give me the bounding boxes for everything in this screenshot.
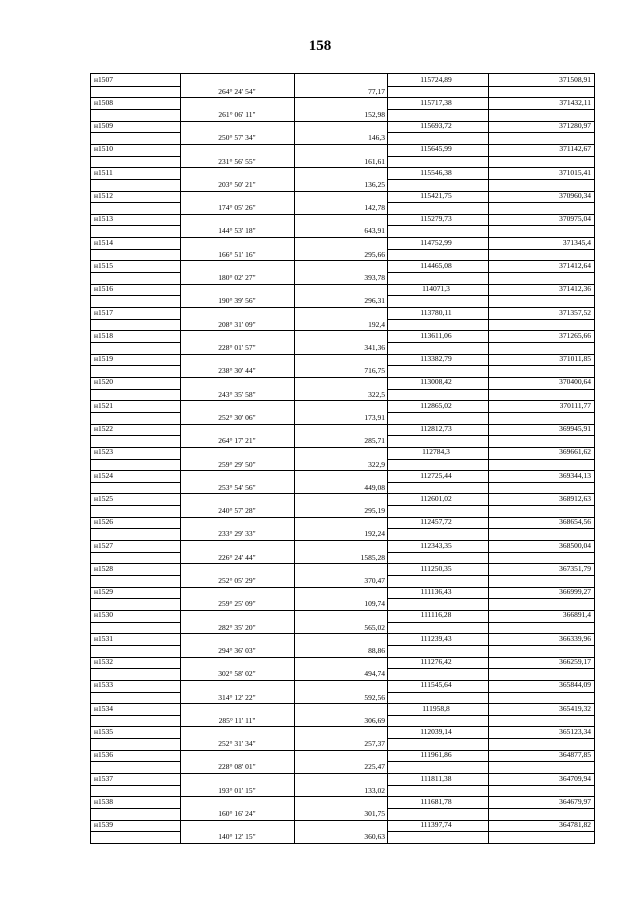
row-divider (91, 237, 594, 238)
direction-angle: 208° 31' 09" (218, 319, 256, 329)
segment-length: 285,71 (364, 436, 385, 446)
row-divider (387, 482, 594, 483)
row-divider (387, 272, 594, 273)
row-divider (91, 493, 594, 494)
row-divider (91, 249, 180, 250)
row-divider (91, 470, 594, 471)
coord-y: 364781,82 (559, 820, 591, 830)
page-number: 158 (308, 38, 332, 54)
coord-y: 365844,09 (559, 680, 591, 690)
row-divider (91, 680, 594, 681)
coord-y: 369661,62 (559, 447, 591, 457)
point-id: н1532 (94, 657, 114, 667)
point-id: н1509 (94, 121, 114, 131)
coord-y: 371357,52 (559, 307, 591, 317)
direction-angle: 253° 54' 56" (218, 482, 256, 492)
row-divider (387, 831, 594, 832)
coord-y: 368912,63 (559, 493, 591, 503)
segment-length: 152,98 (364, 109, 385, 119)
row-divider (91, 622, 180, 623)
row-divider (387, 738, 594, 739)
direction-angle: 238° 30' 44" (218, 366, 256, 376)
direction-angle: 294° 36' 03" (218, 645, 256, 655)
direction-angle: 282° 35' 20" (218, 622, 256, 632)
point-id: н1535 (94, 726, 114, 736)
row-divider (91, 109, 180, 110)
row-divider (387, 249, 594, 250)
row-divider (91, 191, 594, 192)
direction-angle: 314° 12' 22" (218, 692, 256, 702)
row-divider (91, 633, 594, 634)
segment-length: 192,24 (364, 529, 385, 539)
point-id: н1530 (94, 610, 114, 620)
coord-y: 371265,66 (559, 330, 591, 340)
row-divider (387, 622, 594, 623)
row-divider (91, 424, 594, 425)
row-divider (91, 505, 180, 506)
row-divider (91, 307, 594, 308)
row-divider (91, 796, 594, 797)
coord-x: 114071,3 (422, 284, 450, 294)
segment-length: 296,31 (364, 296, 385, 306)
coord-y: 366339,96 (559, 633, 591, 643)
row-divider (387, 645, 594, 646)
segment-length: 142,78 (364, 203, 385, 213)
point-id: н1527 (94, 540, 114, 550)
coord-y: 370400,64 (559, 377, 591, 387)
point-id: н1518 (94, 330, 114, 340)
coord-x: 112812,73 (420, 424, 452, 434)
coord-y: 367351,79 (559, 563, 591, 573)
row-divider (387, 389, 594, 390)
row-divider (91, 598, 180, 599)
point-id: н1516 (94, 284, 114, 294)
coord-y: 364877,85 (559, 750, 591, 760)
row-divider (387, 179, 594, 180)
coord-x: 114465,08 (420, 260, 452, 270)
segment-length: 173,91 (364, 412, 385, 422)
direction-angle: 203° 50' 21" (218, 179, 256, 189)
point-id: н1507 (94, 74, 114, 84)
row-divider (91, 295, 180, 296)
coord-y: 371432,11 (559, 97, 591, 107)
point-id: н1515 (94, 260, 114, 270)
segment-length: 592,56 (364, 692, 385, 702)
direction-angle: 252° 31' 34" (218, 739, 256, 749)
row-divider (387, 715, 594, 716)
direction-angle: 252° 30' 06" (218, 412, 256, 422)
segment-length: 370,47 (364, 576, 385, 585)
row-divider (91, 412, 180, 413)
coord-x: 111545,64 (420, 680, 452, 690)
coord-y: 371015,41 (559, 167, 591, 177)
row-divider (387, 459, 594, 460)
coord-y: 371508,91 (559, 74, 591, 84)
row-divider (91, 715, 180, 716)
direction-angle: 243° 35' 58" (218, 389, 256, 399)
segment-length: 161,61 (364, 156, 385, 166)
row-divider (387, 668, 594, 669)
direction-angle: 252° 05' 29" (218, 576, 256, 585)
direction-angle: 240° 57' 28" (218, 506, 256, 516)
row-divider (387, 202, 594, 203)
row-divider (387, 412, 594, 413)
direction-angle: 160° 16' 24" (218, 809, 256, 819)
coord-y: 364679,97 (559, 796, 591, 806)
row-divider (91, 260, 594, 261)
row-divider (91, 540, 594, 541)
row-divider (91, 132, 180, 133)
point-id: н1526 (94, 517, 114, 527)
row-divider (387, 109, 594, 110)
row-divider (91, 319, 180, 320)
row-divider (387, 435, 594, 436)
coord-y: 366999,27 (559, 587, 591, 597)
coord-x: 113008,42 (420, 377, 452, 387)
point-id: н1529 (94, 587, 114, 597)
coord-x: 111250,35 (420, 563, 452, 573)
row-divider (91, 330, 594, 331)
row-divider (91, 225, 180, 226)
point-id: н1513 (94, 214, 114, 224)
coord-x: 115724,89 (420, 74, 452, 84)
row-divider (91, 389, 180, 390)
coord-x: 112601,02 (420, 493, 452, 503)
point-id: н1522 (94, 424, 114, 434)
segment-length: 77,17 (368, 86, 385, 96)
row-divider (91, 668, 180, 669)
coord-y: 369945,91 (559, 424, 591, 434)
coord-x: 111397,74 (420, 820, 452, 830)
coord-x: 111958,8 (422, 703, 450, 713)
row-divider (91, 156, 180, 157)
segment-length: 109,74 (364, 599, 385, 609)
row-divider (91, 121, 594, 122)
coord-x: 111239,43 (420, 633, 452, 643)
coord-x: 114752,99 (420, 237, 452, 247)
row-divider (387, 319, 594, 320)
row-divider (387, 528, 594, 529)
row-divider (91, 400, 594, 401)
point-id: н1514 (94, 237, 114, 247)
point-id: н1521 (94, 400, 114, 410)
coord-x: 113780,11 (420, 307, 452, 317)
direction-angle: 166° 51' 16" (218, 249, 256, 259)
segment-length: 341,36 (364, 342, 385, 352)
row-divider (91, 738, 180, 739)
direction-angle: 144° 53' 18" (218, 226, 256, 236)
direction-angle: 190° 39' 56" (218, 296, 256, 306)
coord-y: 370111,77 (559, 400, 591, 410)
segment-length: 257,37 (364, 739, 385, 749)
point-id: н1524 (94, 470, 114, 480)
row-divider (91, 517, 594, 518)
row-divider (91, 447, 594, 448)
coord-y: 368654,56 (559, 517, 591, 527)
row-divider (91, 563, 594, 564)
row-divider (91, 482, 180, 483)
point-id: н1508 (94, 97, 114, 107)
coord-y: 370975,04 (559, 214, 591, 224)
point-id: н1517 (94, 307, 114, 317)
coord-y: 366259,17 (559, 657, 591, 667)
coord-x: 112343,35 (420, 540, 452, 550)
coord-y: 368500,04 (559, 540, 591, 550)
coord-x: 111276,42 (420, 657, 452, 667)
row-divider (91, 167, 594, 168)
point-id: н1539 (94, 820, 114, 830)
row-divider (91, 342, 180, 343)
coord-x: 111811,38 (420, 773, 452, 783)
point-id: н1537 (94, 773, 114, 783)
segment-length: 306,69 (364, 715, 385, 725)
row-divider (387, 225, 594, 226)
coord-y: 371142,67 (559, 144, 591, 154)
point-id: н1531 (94, 633, 114, 643)
row-divider (91, 831, 180, 832)
row-divider (91, 750, 594, 751)
row-divider (91, 726, 594, 727)
row-divider (387, 785, 594, 786)
row-divider (91, 808, 180, 809)
point-id: н1528 (94, 563, 114, 573)
direction-angle: 231° 56' 55" (218, 156, 256, 166)
row-divider (387, 132, 594, 133)
coord-x: 112039,14 (420, 726, 452, 736)
coord-y: 365419,32 (559, 703, 591, 713)
row-divider (91, 377, 594, 378)
row-divider (387, 342, 594, 343)
direction-angle: 174° 05' 26" (218, 203, 256, 213)
coord-y: 371412,64 (559, 260, 591, 270)
row-divider (91, 773, 594, 774)
row-divider (91, 97, 594, 98)
direction-angle: 264° 17' 21" (218, 436, 256, 446)
coordinates-table (90, 73, 595, 844)
coord-y: 371280,97 (559, 121, 591, 131)
row-divider (91, 272, 180, 273)
segment-length: 301,75 (364, 809, 385, 819)
row-divider (387, 761, 594, 762)
point-id: н1525 (94, 493, 114, 503)
direction-angle: 233° 29' 33" (218, 529, 256, 539)
point-id: н1512 (94, 191, 114, 200)
row-divider (91, 552, 180, 553)
row-divider (387, 505, 594, 506)
segment-length: 1585,28 (360, 552, 385, 562)
coord-x: 115546,38 (420, 167, 452, 177)
direction-angle: 228° 01' 57" (218, 342, 256, 352)
segment-length: 494,74 (364, 669, 385, 679)
row-divider (91, 214, 594, 215)
coord-x: 115717,38 (420, 97, 452, 107)
row-divider (91, 459, 180, 460)
segment-length: 133,02 (364, 785, 385, 795)
direction-angle: 140° 12' 15" (218, 832, 256, 842)
point-id: н1519 (94, 354, 114, 364)
direction-angle: 180° 02' 27" (218, 273, 256, 283)
coord-x: 115421,75 (420, 191, 452, 200)
coord-y: 371345,4 (562, 237, 591, 247)
row-divider (387, 692, 594, 693)
coord-x: 113611,06 (420, 330, 452, 340)
row-divider (91, 354, 594, 355)
segment-length: 295,66 (364, 249, 385, 259)
coord-x: 113382,79 (420, 354, 452, 364)
row-divider (387, 86, 594, 87)
point-id: н1536 (94, 750, 114, 760)
segment-length: 136,25 (364, 179, 385, 189)
row-divider (91, 610, 594, 611)
row-divider (91, 144, 594, 145)
direction-angle: 285° 11' 11" (218, 715, 256, 725)
point-id: н1511 (94, 167, 113, 177)
segment-length: 88,86 (368, 645, 385, 655)
coord-y: 364709,94 (559, 773, 591, 783)
coord-x: 112784,3 (422, 447, 450, 457)
point-id: н1510 (94, 144, 114, 154)
point-id: н1523 (94, 447, 114, 457)
row-divider (91, 86, 180, 87)
coord-x: 115645,99 (420, 144, 452, 154)
row-divider (387, 295, 594, 296)
direction-angle: 261° 06' 11" (218, 109, 256, 119)
direction-angle: 226° 24' 44" (218, 552, 256, 562)
segment-length: 295,19 (364, 506, 385, 516)
direction-angle: 250° 57' 34" (218, 133, 256, 143)
row-divider (387, 552, 594, 553)
row-divider (91, 575, 180, 576)
segment-length: 146,3 (368, 133, 385, 143)
row-divider (91, 761, 180, 762)
segment-length: 360,63 (364, 832, 385, 842)
row-divider (91, 645, 180, 646)
segment-length: 322,5 (368, 389, 385, 399)
row-divider (91, 692, 180, 693)
row-divider (387, 598, 594, 599)
row-divider (91, 528, 180, 529)
segment-length: 449,08 (364, 482, 385, 492)
coord-x: 112457,72 (420, 517, 452, 527)
row-divider (91, 202, 180, 203)
segment-length: 565,02 (364, 622, 385, 632)
segment-length: 322,9 (368, 459, 385, 469)
coord-y: 366891,4 (562, 610, 591, 620)
point-id: н1520 (94, 377, 114, 387)
coord-y: 369344,13 (559, 470, 591, 480)
coord-x: 112865,02 (420, 400, 452, 410)
direction-angle: 259° 25' 09" (218, 599, 256, 609)
segment-length: 225,47 (364, 762, 385, 772)
point-id: н1533 (94, 680, 114, 690)
segment-length: 643,91 (364, 226, 385, 236)
coord-y: 371011,85 (559, 354, 591, 364)
coord-x: 111961,86 (420, 750, 452, 760)
coord-x: 115693,72 (420, 121, 452, 131)
row-divider (387, 808, 594, 809)
direction-angle: 259° 29' 50" (218, 459, 256, 469)
row-divider (91, 365, 180, 366)
point-id: н1534 (94, 703, 114, 713)
row-divider (91, 284, 594, 285)
direction-angle: 228° 08' 01" (218, 762, 256, 772)
segment-length: 192,4 (368, 319, 385, 329)
coord-x: 111136,43 (420, 587, 452, 597)
direction-angle: 264° 24' 54" (218, 86, 256, 96)
coord-x: 111681,78 (420, 796, 452, 806)
direction-angle: 302° 58' 02" (218, 669, 256, 679)
coord-y: 365123,34 (559, 726, 591, 736)
row-divider (91, 820, 594, 821)
row-divider (387, 156, 594, 157)
row-divider (387, 575, 594, 576)
point-id: н1538 (94, 796, 114, 806)
coord-y: 370960,34 (559, 191, 591, 200)
coord-x: 115279,73 (420, 214, 452, 224)
segment-length: 716,75 (364, 366, 385, 376)
row-divider (91, 785, 180, 786)
row-divider (91, 435, 180, 436)
row-divider (91, 587, 594, 588)
row-divider (387, 365, 594, 366)
segment-length: 393,78 (364, 273, 385, 283)
row-divider (91, 179, 180, 180)
coord-x: 112725,44 (420, 470, 452, 480)
direction-angle: 193° 01' 15" (218, 785, 256, 795)
row-divider (91, 703, 594, 704)
coord-x: 111116,28 (420, 610, 452, 620)
coord-y: 371412,36 (559, 284, 591, 294)
row-divider (91, 657, 594, 658)
